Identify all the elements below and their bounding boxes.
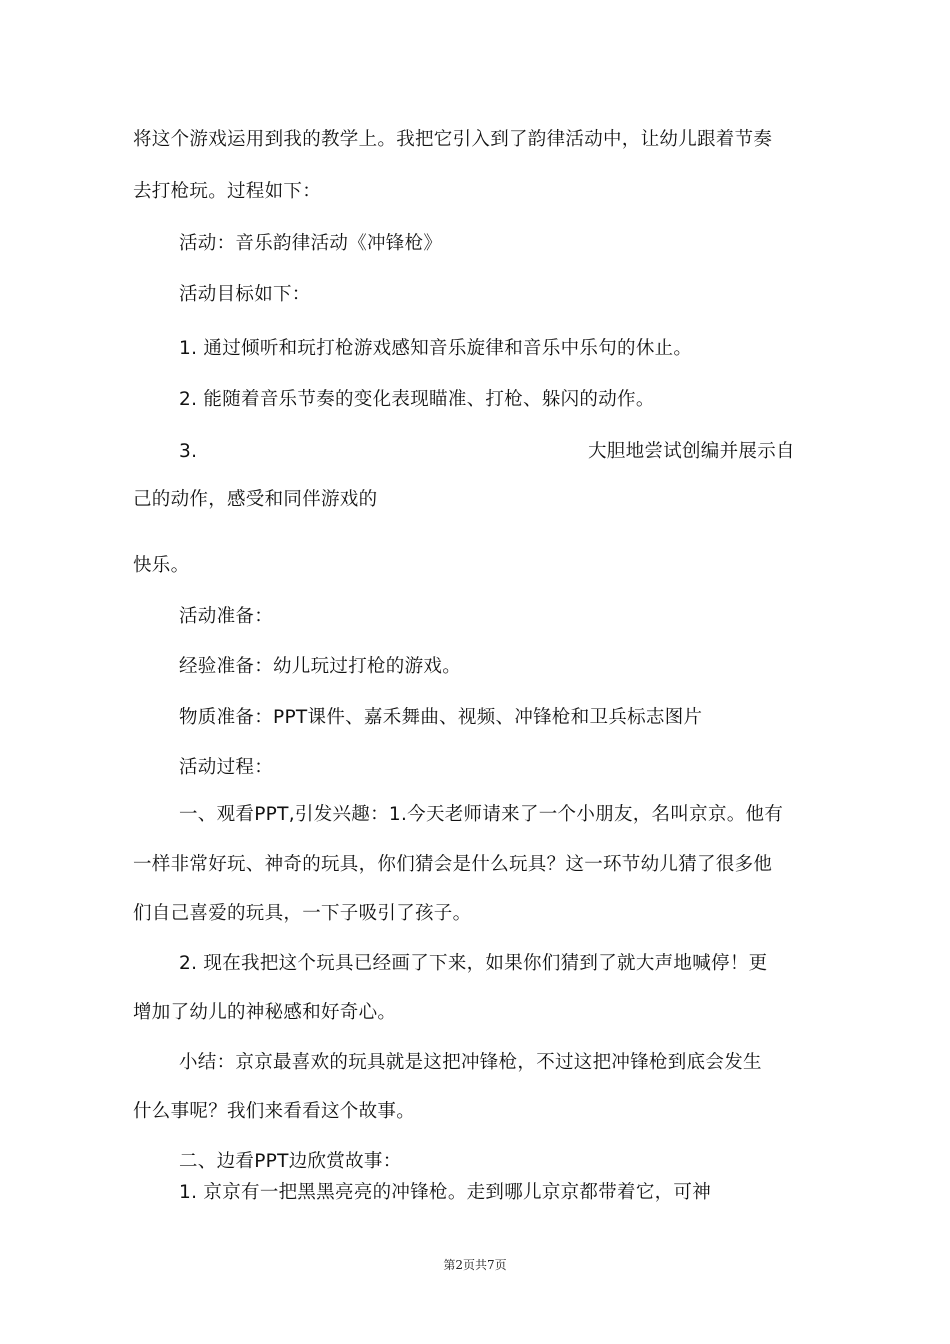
body-text-line: 己的动作，感受和同伴游戏的 bbox=[133, 489, 378, 510]
body-text-line: 什么事呢？我们来看看这个故事。 bbox=[133, 1101, 416, 1122]
body-text-line: 去打枪玩。过程如下： bbox=[133, 181, 322, 202]
activity-title: 活动：音乐韵律活动《冲锋枪》 bbox=[179, 233, 443, 254]
body-text-line: 将这个游戏运用到我的教学上。我把它引入到了韵律活动中，让幼儿跟着节奏 bbox=[133, 129, 773, 150]
body-text-line: 物质准备：PPT课件、嘉禾舞曲、视频、冲锋枪和卫兵标志图片 bbox=[179, 707, 703, 728]
body-text-line: 快乐。 bbox=[133, 555, 190, 576]
section-heading: 二、边看PPT边欣赏故事： bbox=[179, 1151, 402, 1172]
list-item: 2. 现在我把这个玩具已经画了下来，如果你们猜到了就大声地喊停！更 bbox=[179, 953, 768, 974]
list-item-number: 3. bbox=[179, 441, 198, 462]
page-number-footer: 第2页共7页 bbox=[443, 1258, 507, 1272]
list-item: 1. 通过倾听和玩打枪游戏感知音乐旋律和音乐中乐句的休止。 bbox=[179, 338, 693, 359]
body-text-line: 经验准备：幼儿玩过打枪的游戏。 bbox=[179, 656, 462, 677]
body-text-line: 一、观看PPT,引发兴趣：1.今天老师请来了一个小朋友，名叫京京。他有 bbox=[179, 804, 784, 825]
section-heading: 活动准备： bbox=[179, 606, 274, 627]
body-text-line: 们自己喜爱的玩具，一下子吸引了孩子。 bbox=[133, 903, 472, 924]
section-heading: 活动目标如下： bbox=[179, 284, 311, 305]
summary-text: 小结：京京最喜欢的玩具就是这把冲锋枪，不过这把冲锋枪到底会发生 bbox=[179, 1052, 762, 1073]
list-item: 2. 能随着音乐节奏的变化表现瞄准、打枪、躲闪的动作。 bbox=[179, 389, 655, 410]
body-text-line: 一样非常好玩、神奇的玩具，你们猜会是什么玩具？这一环节幼儿猜了很多他 bbox=[133, 854, 773, 875]
list-item: 1. 京京有一把黑黑亮亮的冲锋枪。走到哪儿京京都带着它，可神 bbox=[179, 1182, 712, 1203]
body-text-line: 增加了幼儿的神秘感和好奇心。 bbox=[133, 1002, 397, 1023]
section-heading: 活动过程： bbox=[179, 757, 274, 778]
list-item-text: 大胆地尝试创编并展示自 bbox=[588, 441, 795, 462]
